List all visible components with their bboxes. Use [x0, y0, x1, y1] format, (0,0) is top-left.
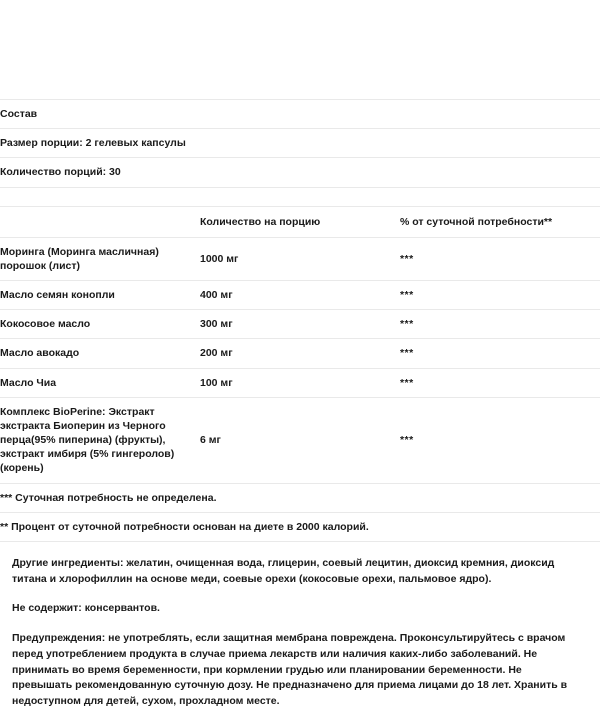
spacer-cell-name: [0, 187, 200, 206]
column-header-name: [0, 206, 200, 237]
table-row-footnote: [0, 512, 600, 541]
warnings-text: Предупреждения: не употреблять, если защитная мембрана повреждена. Проконсультируйтесь с врачом перед употреблением продукта в случае приема лекарств или наличия каких-либо заболеваний. Не принимать во время беременности, при кормлении грудью или планировании беременности. Не превышать рекомендованную суточную дозу. Не предназначено для приема лицами до 18 лет. Хранить в недоступном для детей, сухом, прохладном месте.: [12, 632, 568, 708]
table-row-title: [0, 100, 600, 129]
column-header-percent-daily-value: % от суточной потребности**: [400, 206, 600, 237]
ingredient-daily-value: ***: [400, 397, 600, 483]
footnote-daily-value-not-established: *** Суточная потребность не определена.: [0, 483, 600, 512]
ingredient-amount: 400 мг: [200, 281, 400, 310]
table-row-footnote: [0, 483, 600, 512]
ingredient-amount: 200 мг: [200, 339, 400, 368]
ingredient-name: Масло Чиа: [0, 368, 200, 397]
ingredient-name: Кокосовое масло: [0, 310, 200, 339]
table-row-servings-per-container: [0, 158, 600, 187]
ingredient-daily-value: ***: [400, 368, 600, 397]
ingredient-daily-value: ***: [400, 339, 600, 368]
table-row-spacer: [0, 187, 600, 206]
ingredient-amount: 1000 мг: [200, 237, 400, 280]
table-row: [0, 310, 600, 339]
ingredient-daily-value: ***: [400, 310, 600, 339]
table-row: [0, 339, 600, 368]
other-ingredients-text: Другие ингредиенты: желатин, очищенная вода, глицерин, соевый лецитин, диоксид кремния, диоксид титана и хлорофиллин на основе меди, соевые орехи (кокосовые орехи, пальмовое ядро).: [12, 556, 555, 585]
table-row: [0, 281, 600, 310]
table-row: [0, 237, 600, 280]
table-row-serving-size: [0, 129, 600, 158]
serving-size-text: Размер порции: 2 гелевых капсулы: [0, 129, 600, 158]
ingredient-name: Масло семян конопли: [0, 281, 200, 310]
ingredient-name: Комплекс BioPerine: Экстракт экстракта Биоперин из Черного перца(95% пиперина) (фрукты), экстракт имбиря (5% гингеролов) (корень): [0, 397, 200, 483]
supplement-facts-title: Состав: [0, 100, 600, 129]
servings-per-container-text: Количество порций: 30: [0, 158, 600, 187]
spacer-cell-amount: [200, 187, 400, 206]
contains-no-text: Не содержит: консервантов.: [12, 602, 160, 615]
ingredient-daily-value: ***: [400, 281, 600, 310]
supplement-facts-table: [0, 99, 600, 541]
ingredient-name: Масло авокадо: [0, 339, 200, 368]
ingredient-amount: 6 мг: [200, 397, 400, 483]
ingredient-amount: 300 мг: [200, 310, 400, 339]
spacer-cell-dv: [400, 187, 600, 206]
footer-notes: [0, 542, 600, 710]
table-row: [0, 368, 600, 397]
top-spacer: [0, 0, 600, 99]
ingredient-name: Моринга (Моринга масличная) порошок (лист): [0, 237, 200, 280]
supplement-facts-body: [0, 100, 600, 541]
column-header-amount-per-serving: Количество на порцию: [200, 206, 400, 237]
footnote-percent-daily-value-basis: ** Процент от суточной потребности основан на диете в 2000 калорий.: [0, 512, 600, 541]
table-header-row: [0, 206, 600, 237]
table-row: [0, 397, 600, 483]
ingredient-daily-value: ***: [400, 237, 600, 280]
ingredient-amount: 100 мг: [200, 368, 400, 397]
